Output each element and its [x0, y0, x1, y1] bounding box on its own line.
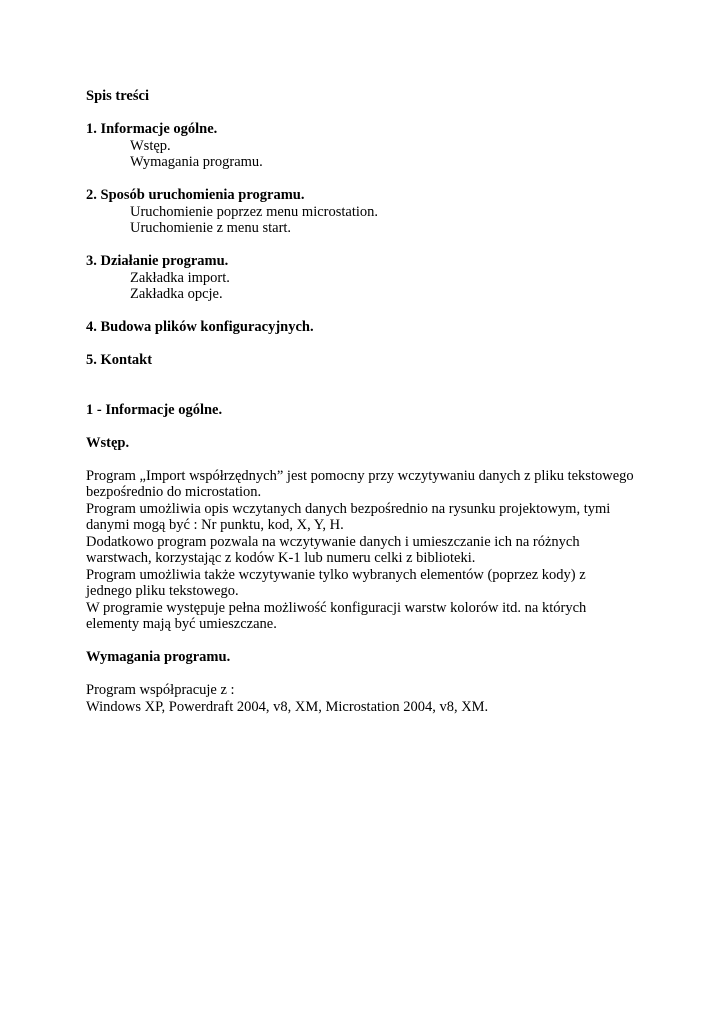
toc-section-2-item: Uruchomienie z menu start.	[130, 220, 292, 236]
toc-section-2-heading: 2. Sposób uruchomienia programu.	[86, 187, 305, 203]
intro-line: Program „Import współrzędnych” jest pomocny przy wczytywaniu danych z pliku tekstowego	[86, 467, 634, 484]
toc-section-1-heading: 1. Informacje ogólne.	[86, 121, 218, 137]
intro-line: Program umożliwia opis wczytanych danych bezpośrednio na rysunku projektowym, tymi	[86, 500, 611, 517]
requirements-line: Windows XP, Powerdraft 2004, v8, XM, Microstation 2004, v8, XM.	[86, 698, 489, 715]
toc-section-5-heading: 5. Kontakt	[86, 352, 153, 368]
chapter-title: 1 - Informacje ogólne.	[86, 401, 223, 418]
toc-section-1-item: Wymagania programu.	[130, 154, 263, 170]
intro-paragraph	[86, 468, 666, 633]
requirements-line: Program współpracuje z :	[86, 682, 235, 698]
intro-heading: Wstęp.	[86, 434, 130, 451]
intro-line: W programie występuje pełna możliwość konfiguracji warstw kolorów itd. na których	[86, 599, 587, 616]
intro-line: elementy mają być umieszczane.	[86, 616, 277, 632]
toc-section-4-heading: 4. Budowa plików konfiguracyjnych.	[86, 319, 314, 335]
intro-line: danymi mogą być : Nr punktu, kod, X, Y, H.	[86, 517, 344, 533]
intro-line: Dodatkowo program pozwala na wczytywanie danych i umieszczanie ich na różnych	[86, 533, 580, 550]
requirements-paragraph	[86, 682, 666, 715]
intro-line: warstwach, korzystając z kodów K-1 lub numeru celki z biblioteki.	[86, 550, 476, 566]
toc-title: Spis treści	[86, 88, 149, 104]
requirements-heading: Wymagania programu.	[86, 649, 231, 665]
toc-section-2-item: Uruchomienie poprzez menu microstation.	[130, 203, 379, 220]
toc-section-3-item: Zakładka opcje.	[130, 286, 223, 302]
toc-section-3-item: Zakładka import.	[130, 269, 230, 286]
document-page	[86, 88, 666, 715]
toc-section-3-heading: 3. Działanie programu.	[86, 253, 229, 269]
intro-line: jednego pliku tekstowego.	[86, 583, 239, 599]
intro-line: bezpośrednio do microstation.	[86, 484, 262, 500]
intro-line: Program umożliwia także wczytywanie tylko wybranych elementów (poprzez kody) z	[86, 566, 586, 583]
toc-section-1-item: Wstęp.	[130, 137, 171, 154]
